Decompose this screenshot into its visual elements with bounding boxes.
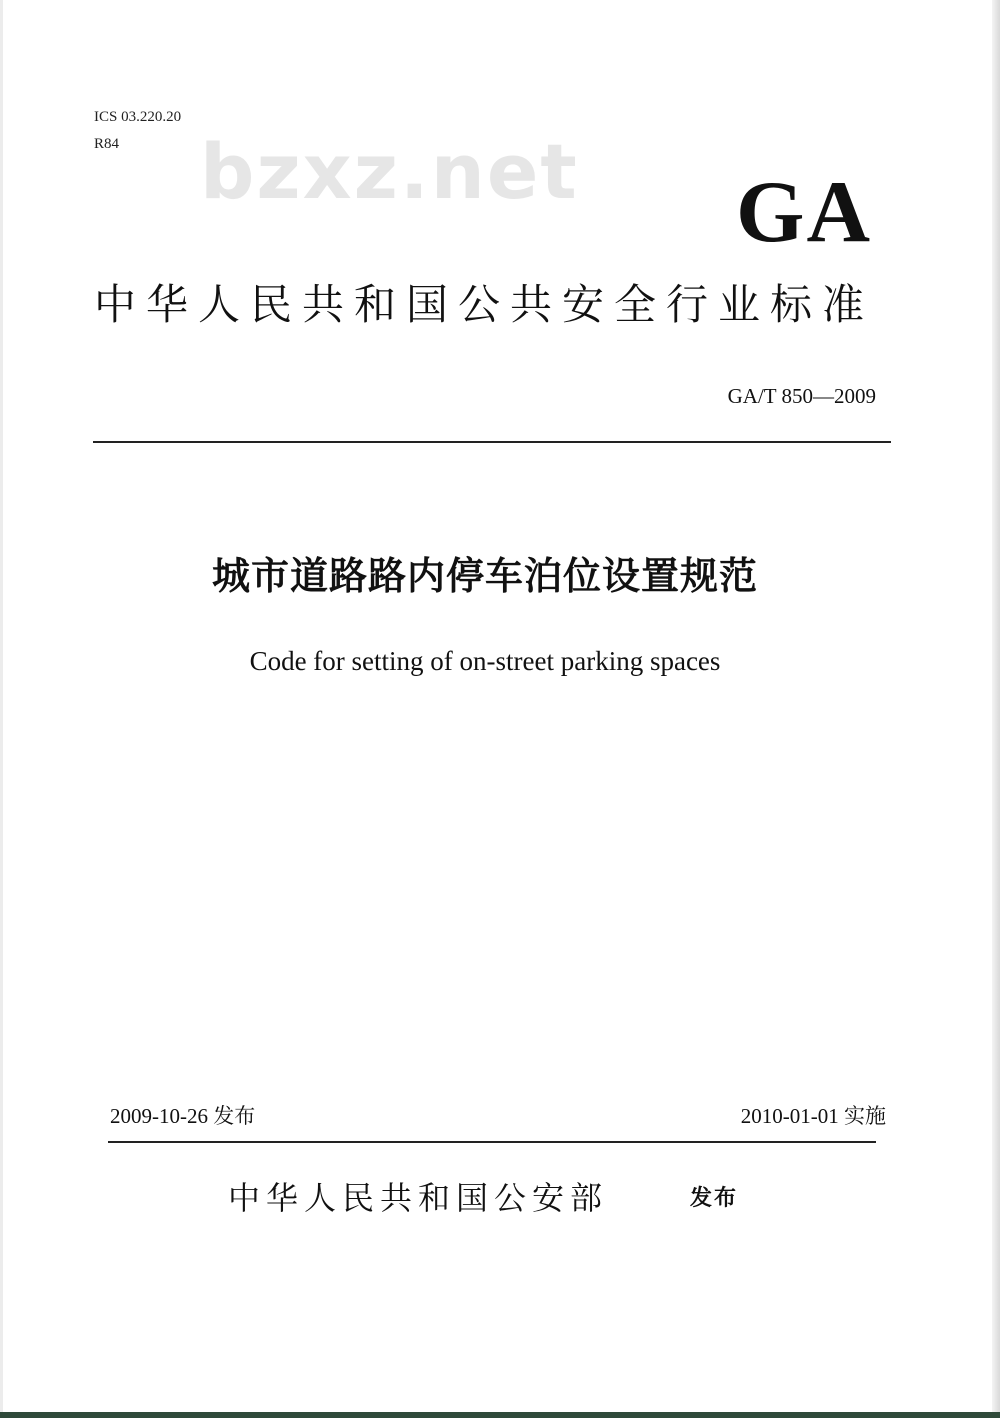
page-left-edge	[0, 0, 3, 1418]
page-right-edge	[992, 0, 1000, 1418]
watermark: bzxz.net	[200, 127, 579, 216]
ga-logo: GA	[736, 164, 872, 261]
document-title-english: Code for setting of on-street parking spaces	[249, 646, 721, 676]
header-divider	[93, 441, 891, 443]
footer-divider	[108, 1141, 876, 1143]
bottom-edge-strip	[0, 1412, 1000, 1418]
publisher-suffix: 发布	[690, 1186, 739, 1211]
ics-code: ICS 03.220.20	[94, 109, 182, 125]
publisher-name: 中华人民共和国公安部	[228, 1179, 609, 1217]
standard-number: GA/T 850—2009	[727, 384, 876, 408]
ccs-code: R84	[94, 136, 120, 152]
standard-type-heading: 中华人民共和国公共安全行业标准	[94, 280, 875, 329]
issue-date: 2009-10-26 发布	[110, 1104, 256, 1128]
document-title-chinese: 城市道路路内停车泊位设置规范	[211, 554, 758, 598]
implementation-date: 2010-01-01 实施	[740, 1104, 886, 1128]
